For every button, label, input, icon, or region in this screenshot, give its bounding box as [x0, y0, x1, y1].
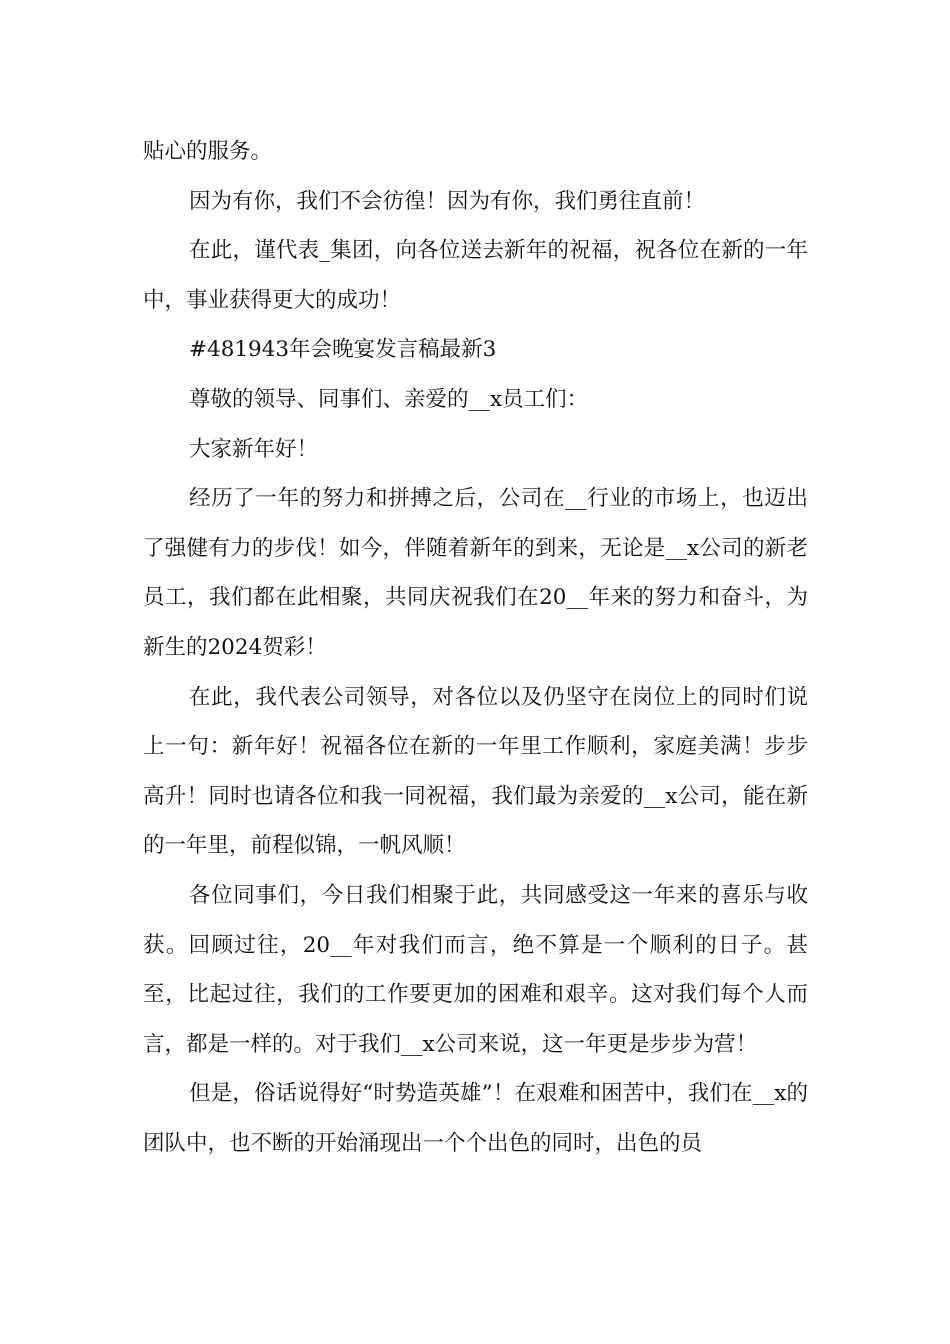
document-body — [143, 127, 808, 1168]
paragraph: 贴心的服务。 — [143, 139, 273, 164]
salutation: 尊敬的领导、同事们、亲爱的__x员工们： — [189, 386, 589, 412]
paragraph: 各位同事们，今日我们相聚于此，共同感受这一年来的喜乐与收获。回顾过往，20__年对我们而言，绝不算是一个顺利的日子。甚至，比起过往，我们的工作要更加的困难和艰辛。这对我们每个人而言，都是一样的。对于我们__x公司来说，这一年更是步步为营！ — [143, 882, 808, 1057]
paragraph: 但是，俗话说得好“时势造英雄”！在艰难和困苦中，我们在__x的团队中，也不断的开始涌现出一个个出色的同时，出色的员 — [143, 1081, 808, 1156]
greeting: 大家新年好！ — [189, 436, 319, 462]
section-heading: #481943年会晚宴发言稿最新3 — [189, 337, 497, 363]
paragraph: 在此，我代表公司领导，对各位以及仍坚守在岗位上的同时们说上一句：新年好！祝福各位在新的一年里工作顺利，家庭美满！步步高升！同时也请各位和我一同祝福，我们最为亲爱的__x公司，能在新的一年里，前程似锦，一帆风顺！ — [143, 684, 808, 859]
paragraph: 经历了一年的努力和拼搏之后，公司在__行业的市场上，也迈出了强健有力的步伐！如今，伴随着新年的到来，无论是__x公司的新老员工，我们都在此相聚，共同庆祝我们在20__年来的努力和奋斗，为新生的2024贺彩！ — [143, 486, 808, 660]
paragraph: 在此，谨代表_集团，向各位送去新年的祝福，祝各位在新的一年中，事业获得更大的成功！ — [143, 238, 808, 313]
paragraph: 因为有你，我们不会彷徨！因为有你，我们勇往直前！ — [189, 188, 706, 214]
